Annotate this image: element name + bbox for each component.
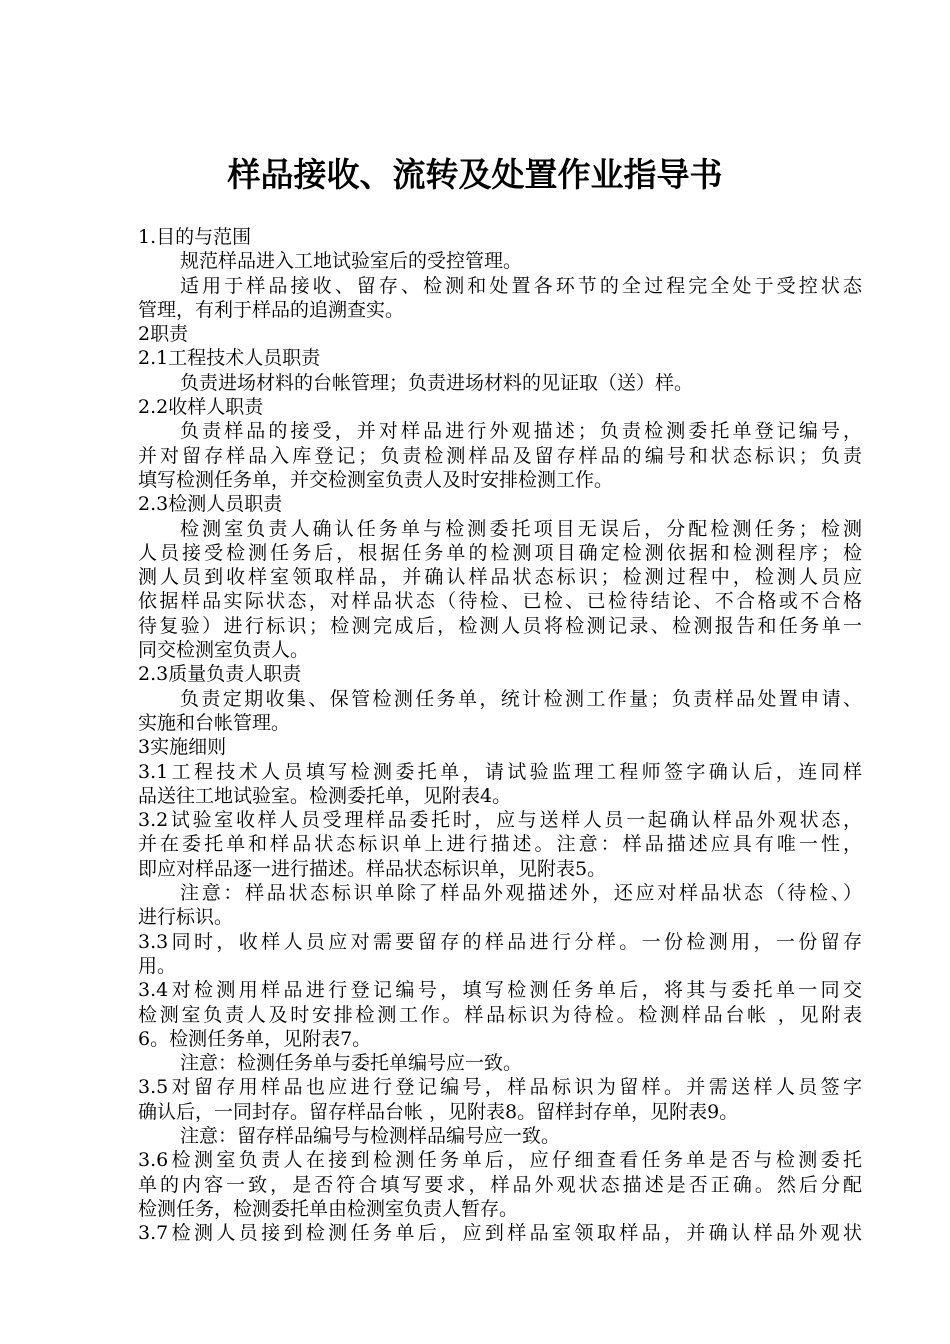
text-line: 检测室负责人确认任务单与检测委托项目无误后，分配检测任务；检测: [180, 517, 862, 540]
text-line: 人员接受检测任务后，根据任务单的检测项目确定检测依据和检测程序；检: [138, 541, 862, 564]
text-line: 单的内容一致，是否符合填写要求，样品外观状态描述是否正确。然后分配: [138, 1173, 862, 1196]
text-line: 3.6检测室负责人在接到检测任务单后，应仔细查看任务单是否与检测委托: [138, 1149, 862, 1172]
text-line: 确认后，一同封存。留存样品台帐 ，见附表8。留样封存单，见附表9。: [138, 1100, 739, 1123]
text-line: 进行标识。: [138, 906, 234, 929]
document-title: 样品接收、流转及处置作业指导书: [227, 155, 723, 194]
text-line: 品送往工地试验室。检测委托单，见附表4。: [138, 784, 512, 807]
text-line: 注意：样品状态标识单除了样品外观描述外，还应对样品状态（待检、）: [180, 882, 862, 905]
text-line: 并在委托单和样品状态标识单上进行描述。注意：样品描述应具有唯一性，: [138, 833, 862, 856]
text-line: 3.5对留存用样品也应进行登记编号，样品标识为留样。并需送样人员签字: [138, 1076, 862, 1099]
text-line: 6。检测任务单，见附表7。: [138, 1027, 372, 1050]
text-line: 规范样品进入工地试验室后的受控管理。: [180, 250, 523, 273]
text-line: 待复验）进行标识；检测完成后，检测人员将检测记录、检测报告和任务单一: [138, 614, 862, 637]
text-line: 注意：留存样品编号与检测样品编号应一致。: [180, 1124, 561, 1147]
text-line: 2职责: [138, 323, 189, 346]
text-line: 3.4对检测用样品进行登记编号，填写检测任务单后，将其与委托单一同交: [138, 979, 862, 1002]
text-line: 负责进场材料的台帐管理；负责进场材料的见证取（送）样。: [180, 371, 694, 394]
text-line: 2.3质量负责人职责: [138, 663, 302, 686]
text-line: 3.7检测人员接到检测任务单后，应到样品室领取样品，并确认样品外观状: [138, 1222, 862, 1245]
text-line: 填写检测任务单，并交检测室负责人及时安排检测工作。: [138, 468, 614, 491]
text-line: 负责样品的接受，并对样品进行外观描述；负责检测委托单登记编号，: [180, 420, 862, 443]
text-line: 3.1工程技术人员填写检测委托单，请试验监理工程师签字确认后，连同样: [138, 760, 862, 783]
text-line: 适用于样品接收、留存、检测和处置各环节的全过程完全处于受控状态: [180, 274, 862, 297]
text-line: 管理，有利于样品的追溯查实。: [138, 298, 405, 321]
document-body: [138, 225, 862, 1245]
text-line: 检测任务，检测委托单由检测室负责人暂存。: [138, 1197, 519, 1220]
text-line: 同交检测室负责人。: [138, 639, 310, 662]
text-line: 2.1工程技术人员职责: [138, 347, 321, 370]
text-line: 检测室负责人及时安排检测工作。样品标识为待检。检测样品台帐 ，见附表: [138, 1003, 862, 1026]
text-line: 并对留存样品入库登记；负责检测样品及留存样品的编号和状态标识；负责: [138, 444, 862, 467]
text-line: 即应对样品逐一进行描述。样品状态标识单，见附表5。: [138, 857, 607, 880]
text-line: 2.2收样人职责: [138, 396, 264, 419]
text-line: 3.3同时，收样人员应对需要留存的样品进行分样。一份检测用，一份留存: [138, 930, 862, 953]
text-line: 负责定期收集、保管检测任务单，统计检测工作量；负责样品处置申请、: [180, 687, 862, 710]
text-line: 3.2试验室收样人员受理样品委托时，应与送样人员一起确认样品外观状态，: [138, 809, 862, 832]
text-line: 用。: [138, 954, 177, 977]
text-line: 实施和台帐管理。: [138, 711, 291, 734]
text-line: 2.3检测人员职责: [138, 493, 283, 516]
text-line: 1.目的与范围: [138, 226, 252, 248]
text-line: 3实施细则: [138, 736, 227, 759]
text-line: 依据样品实际状态，对样品状态（待检、已检、已检待结论、不合格或不合格: [138, 590, 862, 613]
text-line: 测人员到收样室领取样品，并确认样品状态标识；检测过程中，检测人员应: [138, 566, 862, 589]
text-line: 注意：检测任务单与委托单编号应一致。: [180, 1052, 523, 1075]
